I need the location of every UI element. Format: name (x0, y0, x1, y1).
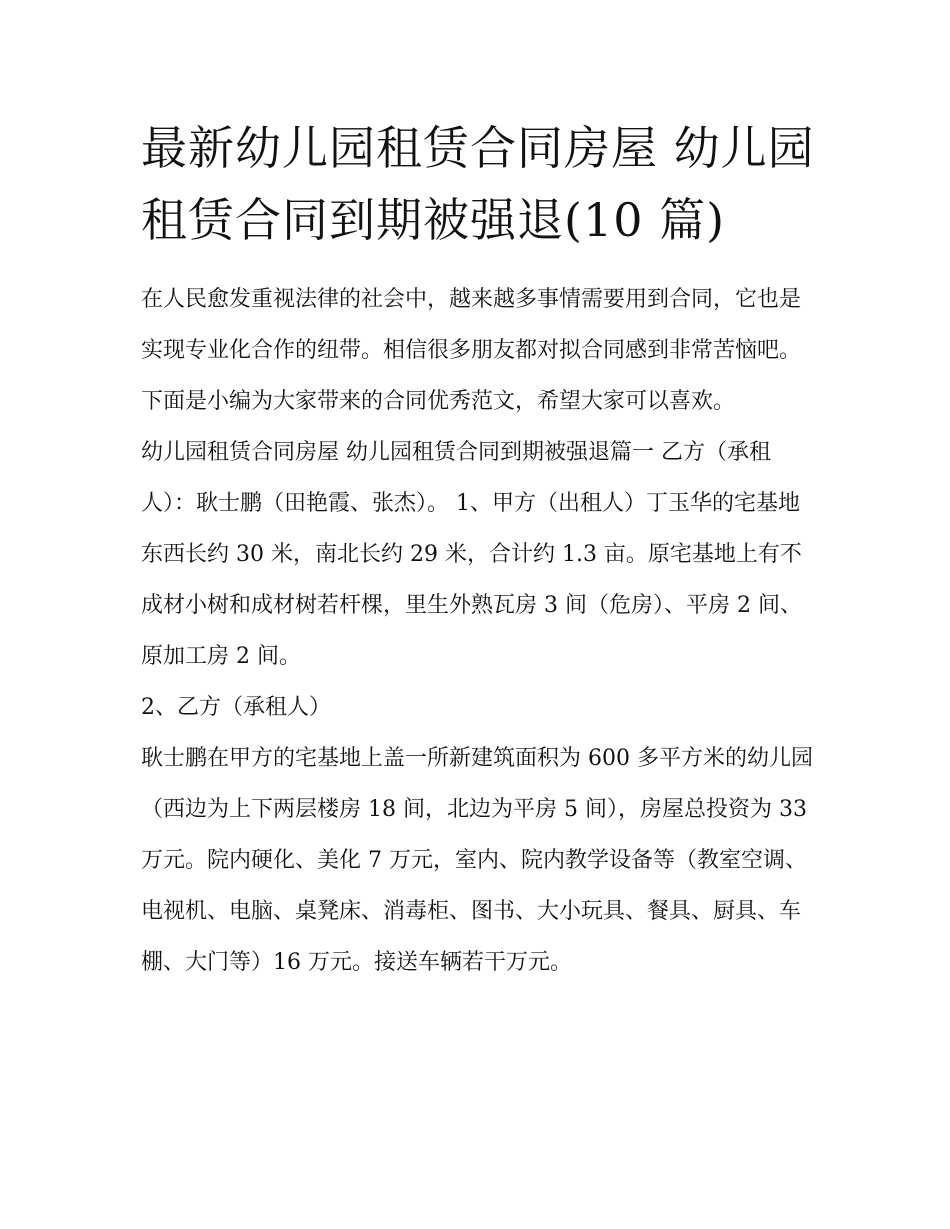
paragraph-investment: 耿士鹏在甲方的宅基地上盖一所新建筑面积为 600 多平方米的幼儿园（西边为上下两层楼房 18 间，北边为平房 5 间），房屋总投资为 33 万元。院内硬化、美化 7 万元，室内、院内教学设备等（教室空调、电视机、电脑、桌凳床、消毒柜、图书、大小玩具、餐具、厨具、车棚、大门等）16 万元。接送车辆若干万元。 (141, 746, 813, 975)
paragraph-party-b-heading: 2、乙方（承租人） (141, 695, 331, 720)
paragraph-intro: 在人民愈发重视法律的社会中，越来越多事情需要用到合同，它也是实现专业化合作的纽带。相信很多朋友都对拟合同感到非常苦恼吧。下面是小编为大家带来的合同优秀范文，希望大家可以喜欢。 (141, 287, 802, 414)
document-body (141, 274, 813, 988)
document-title: 最新幼儿园租赁合同房屋 幼儿园租赁合同到期被强退(10 篇) (141, 121, 815, 247)
paragraph-section-one: 幼儿园租赁合同房屋 幼儿园租赁合同到期被强退篇一 乙方（承租人）：耿士鹏（田艳霞、张杰）。 1、甲方（出租人）丁玉华的宅基地东西长约 30 米，南北长约 29 米，合计约 1.3 亩。原宅基地上有不成材小树和成材树若杆棵，里生外熟瓦房 3 间（危房）、平房 2 间、原加工房 2 间。 (141, 440, 802, 669)
